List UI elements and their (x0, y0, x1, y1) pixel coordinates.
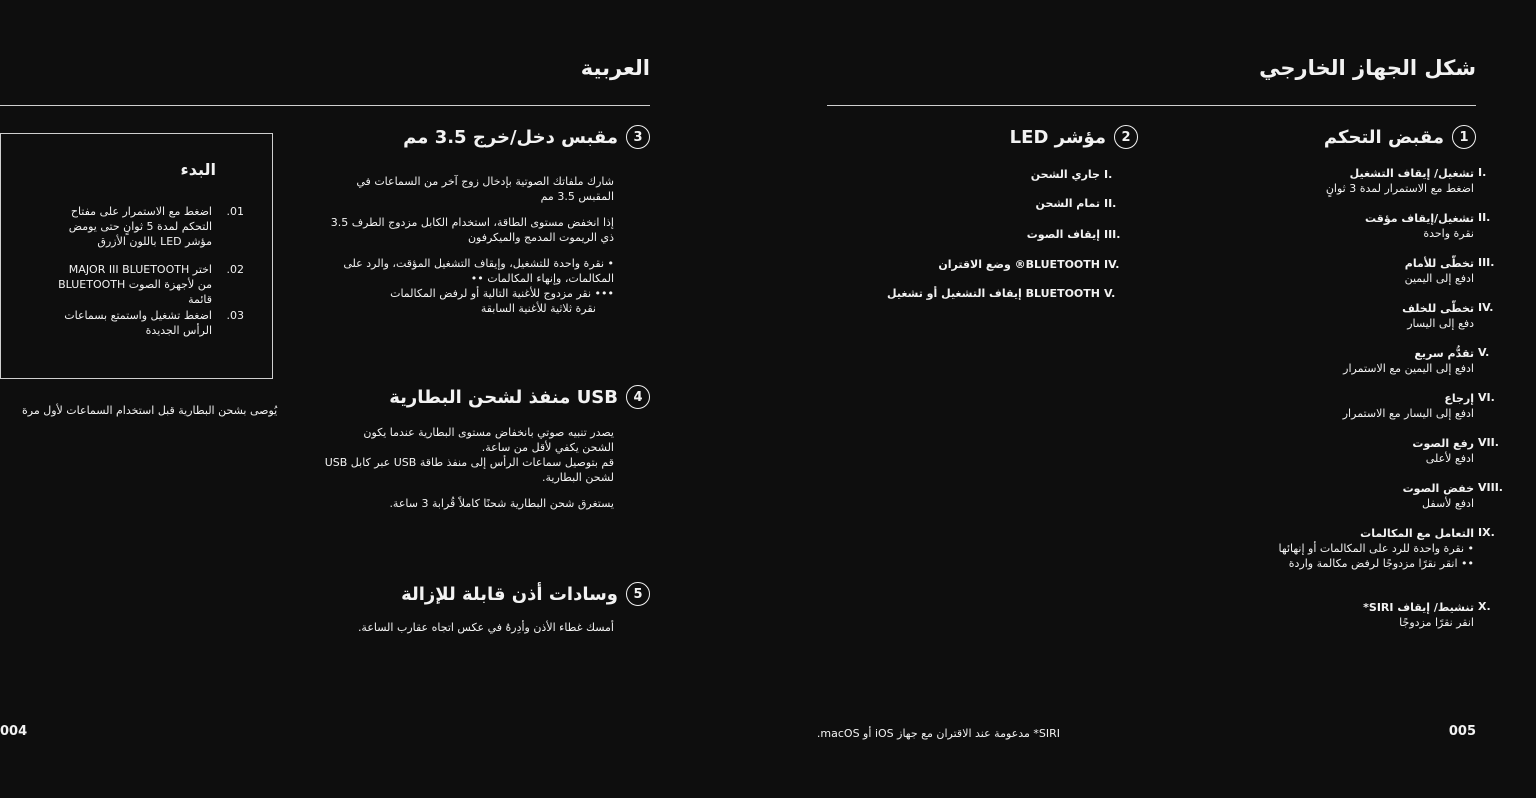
led-item-number: IV. (1104, 258, 1120, 271)
jack-heading-text: مقبس دخل/خرج 3.5 مم (403, 126, 618, 148)
control-item-number: V. (1478, 346, 1490, 359)
jack-bullet: نقرة ثلاثية للأغنية السابقة (480, 302, 596, 315)
control-item-desc: ادفع إلى اليمين مع الاستمرار (1343, 362, 1474, 375)
control-item (1214, 256, 1495, 286)
control-item-desc: انقر نقرًا مزدوجًا (1399, 616, 1474, 629)
led-item-text: تمام الشحن (1035, 197, 1100, 210)
led-item (887, 286, 1116, 301)
start-step (52, 262, 242, 307)
right-page-title: شكل الجهاز الخارجي (1259, 56, 1476, 80)
section-number-badge: 4 (626, 385, 650, 409)
jack-bullet: المكالمات، وإنهاء المكالمات •• (470, 272, 614, 285)
jack-bullet: • نقرة واحدة للتشغيل، وإيقاف التشغيل المؤقت، والرد على (343, 257, 614, 270)
control-item-title: تنشيط/ إيقاف SIRI* (1363, 601, 1474, 614)
usb-paragraph: يصدر تنبيه صوتي بانخفاض مستوى البطارية عندما يكون (363, 426, 614, 439)
start-step-text: اختر MAJOR III BLUETOOTH من لأجهزة الصوت BLUETOOTH قائمة (58, 263, 212, 306)
led-item-text: BLUETOOTH إيقاف التشغيل أو تشغيل (887, 287, 1100, 300)
control-item-number: IV. (1478, 301, 1494, 314)
control-item-number: I. (1478, 166, 1487, 179)
jack-bullet: ••• نقر مزدوج للأغنية التالية أو لرفض المكالمات (390, 287, 614, 300)
led-item-number: V. (1104, 287, 1116, 300)
control-item-title: تخطّى للأمام (1404, 257, 1474, 270)
control-item-title: تشغيل/ إيقاف التشغيل (1349, 167, 1474, 180)
control-item-number: II. (1478, 211, 1491, 224)
control-item-desc: •• انقر نقرًا مزدوجًا لرفض مكالمة واردة (1288, 557, 1474, 570)
start-step-text: اضغط تشغيل واستمتع بسماعات الرأس الجديدة (64, 309, 212, 337)
section-number-badge: 1 (1452, 125, 1476, 149)
control-item (1214, 301, 1494, 331)
control-item-number: VIII. (1478, 481, 1503, 494)
control-item-number: IX. (1478, 526, 1495, 539)
section-number-badge: 3 (626, 125, 650, 149)
charge-note: يُوصى بشحن البطارية قبل استخدام السماعات لأول مرة (22, 404, 278, 417)
earpads-text: أمسك غطاء الأذن وأدِرهُ في عكس اتجاه عقارب الساعة. (357, 621, 614, 634)
left-page-title: العربية (580, 56, 650, 80)
control-item-title: تخطّى للخلف (1402, 302, 1474, 315)
section-number-badge: 5 (626, 582, 650, 606)
led-item-number: II. (1104, 197, 1117, 210)
led-item-number: I. (1104, 168, 1113, 181)
page-number-right: 005 (1448, 724, 1476, 739)
jack-paragraph: إذا انخفض مستوى الطاقة، استخدام الكابل مزدوج الطرف 3.5 ذي الريموت المدمج والميكرفون (330, 216, 614, 244)
control-item-desc: • نقرة واحدة للرد على المكالمات أو إنهائها (1278, 542, 1474, 555)
control-item-desc: اضغط مع الاستمرار لمدة 3 ثوانٍ (1325, 182, 1474, 195)
control-item-desc: نقرة واحدة (1423, 227, 1474, 240)
jack-paragraph: شارك ملفاتك الصوتية بإدخال زوج آخر من السماعات في المقبس 3.5 مم (356, 175, 614, 203)
control-item-title: خفض الصوت (1402, 482, 1474, 495)
led-item-text: BLUETOOTH® وضع الاقتران (938, 258, 1100, 271)
start-step-text: اضغط مع الاستمرار على مفتاح التحكم لمدة 5 ثوانٍ حتى يومض مؤشر LED باللون الأزرق (68, 205, 212, 248)
led-item-text: إيقاف الصوت (1026, 228, 1100, 241)
control-item (1214, 526, 1495, 571)
control-item-number: VI. (1478, 391, 1495, 404)
getting-started-box (0, 133, 273, 379)
controls-heading (1324, 125, 1476, 149)
earpads-heading-text: وسادات أذن قابلة للإزالة (401, 583, 618, 605)
start-step-number: 03. (226, 309, 244, 322)
control-item (1214, 391, 1495, 421)
usb-heading-text: USB منفذ لشحن البطارية (389, 386, 618, 408)
usb-text (314, 425, 614, 511)
start-step (52, 204, 242, 249)
control-item (1214, 436, 1499, 466)
led-heading (1010, 125, 1138, 149)
control-item-desc: ادفع إلى اليسار مع الاستمرار (1342, 407, 1474, 420)
right-page-divider (827, 105, 1476, 106)
led-heading-text: مؤشر LED (1009, 126, 1106, 148)
control-item-title: تشغيل/إيقاف مؤقت (1365, 212, 1474, 225)
usb-heading (389, 385, 650, 409)
control-item-number: III. (1478, 256, 1495, 269)
led-item (938, 257, 1120, 272)
control-item-desc: دفع إلى اليسار (1407, 317, 1474, 330)
start-step (52, 308, 242, 338)
control-item-number: VII. (1478, 436, 1499, 449)
control-item-title: تقدُّم سريع (1414, 347, 1474, 360)
usb-paragraph: قم بتوصيل سماعات الرأس إلى منفذ طاقة USB عبر كابل USB (324, 456, 614, 469)
left-page-divider (0, 105, 650, 106)
led-item (1035, 196, 1117, 211)
section-number-badge: 2 (1114, 125, 1138, 149)
control-item (1214, 211, 1491, 241)
led-item-number: III. (1104, 228, 1121, 241)
jack-heading (403, 125, 650, 149)
earpads-heading (401, 582, 650, 606)
usb-paragraph: الشحن يكفي لأقل من ساعة. (481, 441, 614, 454)
control-item-desc: ادفع لأسفل (1422, 497, 1474, 510)
getting-started-heading: البدء (180, 160, 216, 179)
control-item-title: التعامل مع المكالمات (1360, 527, 1474, 540)
led-item-text: جاري الشحن (1030, 168, 1100, 181)
control-item-desc: ادفع لأعلى (1425, 452, 1474, 465)
control-item-title: إرجاع (1444, 392, 1474, 405)
siri-footnote: SIRI* مدعومة عند الاقتران مع جهاز iOS أو macOS. (816, 727, 1060, 740)
start-step-number: 01. (226, 205, 244, 218)
usb-paragraph: لشحن البطارية. (541, 471, 614, 484)
start-step-number: 02. (226, 263, 244, 276)
usb-paragraph: يستغرق شحن البطارية شحنًا كاملاً قُرابة 3 ساعة. (389, 497, 614, 510)
controls-heading-text: مقبض التحكم (1323, 126, 1444, 148)
led-item (1026, 227, 1121, 242)
jack-text (324, 174, 614, 316)
control-item (1214, 346, 1490, 376)
control-item (1214, 481, 1503, 511)
control-item (1214, 600, 1491, 630)
led-item (1030, 167, 1113, 182)
control-item-number: X. (1478, 600, 1491, 613)
control-item (1214, 166, 1487, 196)
control-item-title: رفع الصوت (1412, 437, 1474, 450)
page-number-left: 004 (0, 724, 28, 739)
control-item-desc: ادفع إلى اليمين (1404, 272, 1474, 285)
